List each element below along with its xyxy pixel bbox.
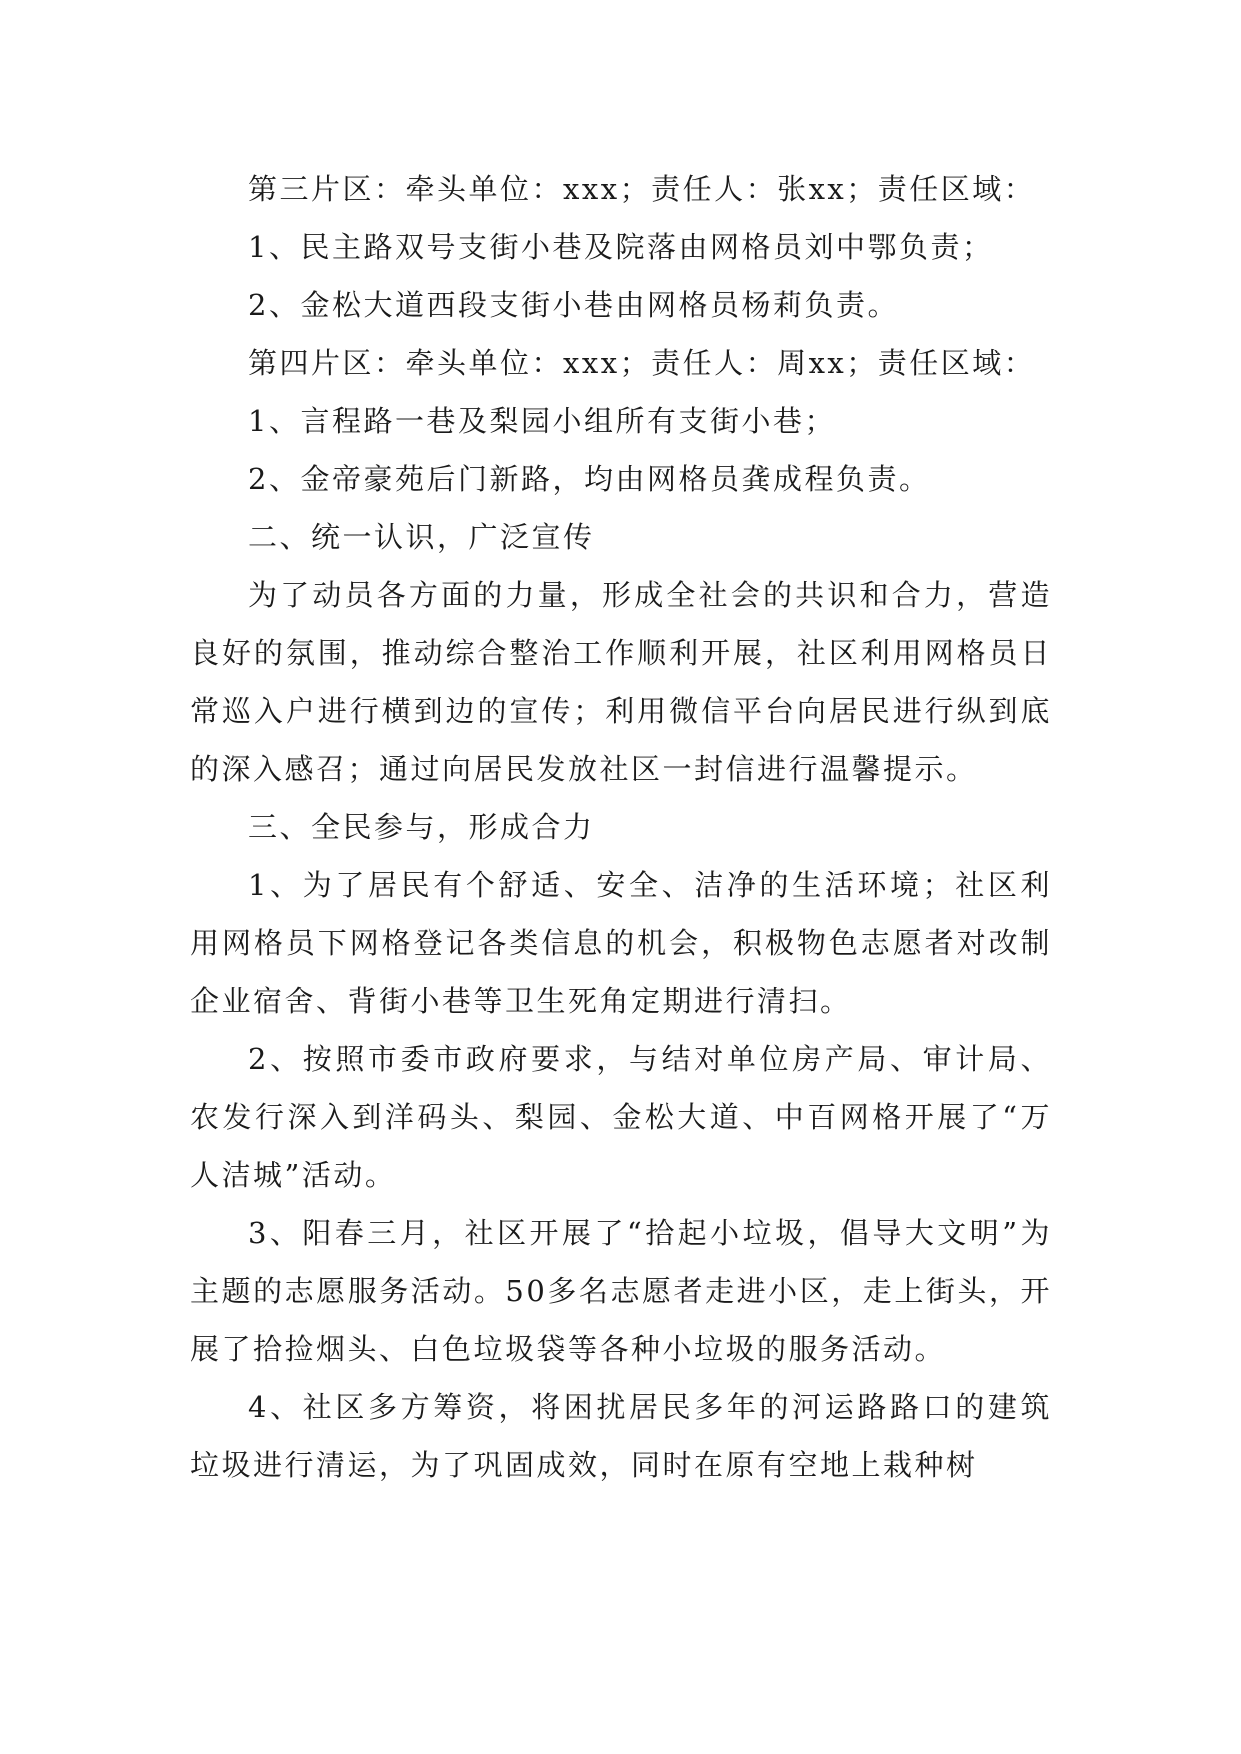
paragraph-zone3-header: 第三片区：牵头单位：xxx；责任人：张xx；责任区域： (248, 172, 1036, 206)
paragraph-participation-4: 4、社区多方筹资，将困扰居民多年的河运路路口的建筑垃圾进行清运，为了巩固成效，同时在原有空地上栽种树 (190, 1390, 1052, 1482)
paragraph-participation-2: 2、按照市委市政府要求，与结对单位房产局、审计局、农发行深入到洋码头、梨园、金松大道、中百网格开展了“万人洁城”活动。 (190, 1042, 1052, 1192)
paragraph-zone4-item1: 1、言程路一巷及梨园小组所有支街小巷； (248, 404, 836, 438)
paragraph-participation-3: 3、阳春三月，社区开展了“拾起小垃圾，倡导大文明”为主题的志愿服务活动。50多名志愿者走进小区，走上街头，开展了拾捡烟头、白色垃圾袋等各种小垃圾的服务活动。 (190, 1216, 1052, 1366)
section-heading-3: 三、全民参与，形成合力 (248, 810, 595, 844)
document-body (190, 160, 1052, 1494)
paragraph-zone4-header: 第四片区：牵头单位：xxx；责任人：周xx；责任区域： (248, 346, 1036, 380)
paragraph-zone3-item1: 1、民主路双号支街小巷及院落由网格员刘中鄂负责； (248, 230, 994, 264)
paragraph-participation-1: 1、为了居民有个舒适、安全、洁净的生活环境；社区利用网格员下网格登记各类信息的机会，积极物色志愿者对改制企业宿舍、背街小巷等卫生死角定期进行清扫。 (190, 868, 1052, 1018)
section-heading-2: 二、统一认识，广泛宣传 (248, 520, 595, 554)
paragraph-publicity: 为了动员各方面的力量，形成全社会的共识和合力，营造良好的氛围，推动综合整治工作顺利开展，社区利用网格员日常巡入户进行横到边的宣传；利用微信平台向居民进行纵到底的深入感召；通过向居民发放社区一封信进行温馨提示。 (190, 578, 1052, 786)
paragraph-zone4-item2: 2、金帝豪苑后门新路，均由网格员龚成程负责。 (248, 462, 931, 496)
paragraph-zone3-item2: 2、金松大道西段支街小巷由网格员杨莉负责。 (248, 288, 899, 322)
